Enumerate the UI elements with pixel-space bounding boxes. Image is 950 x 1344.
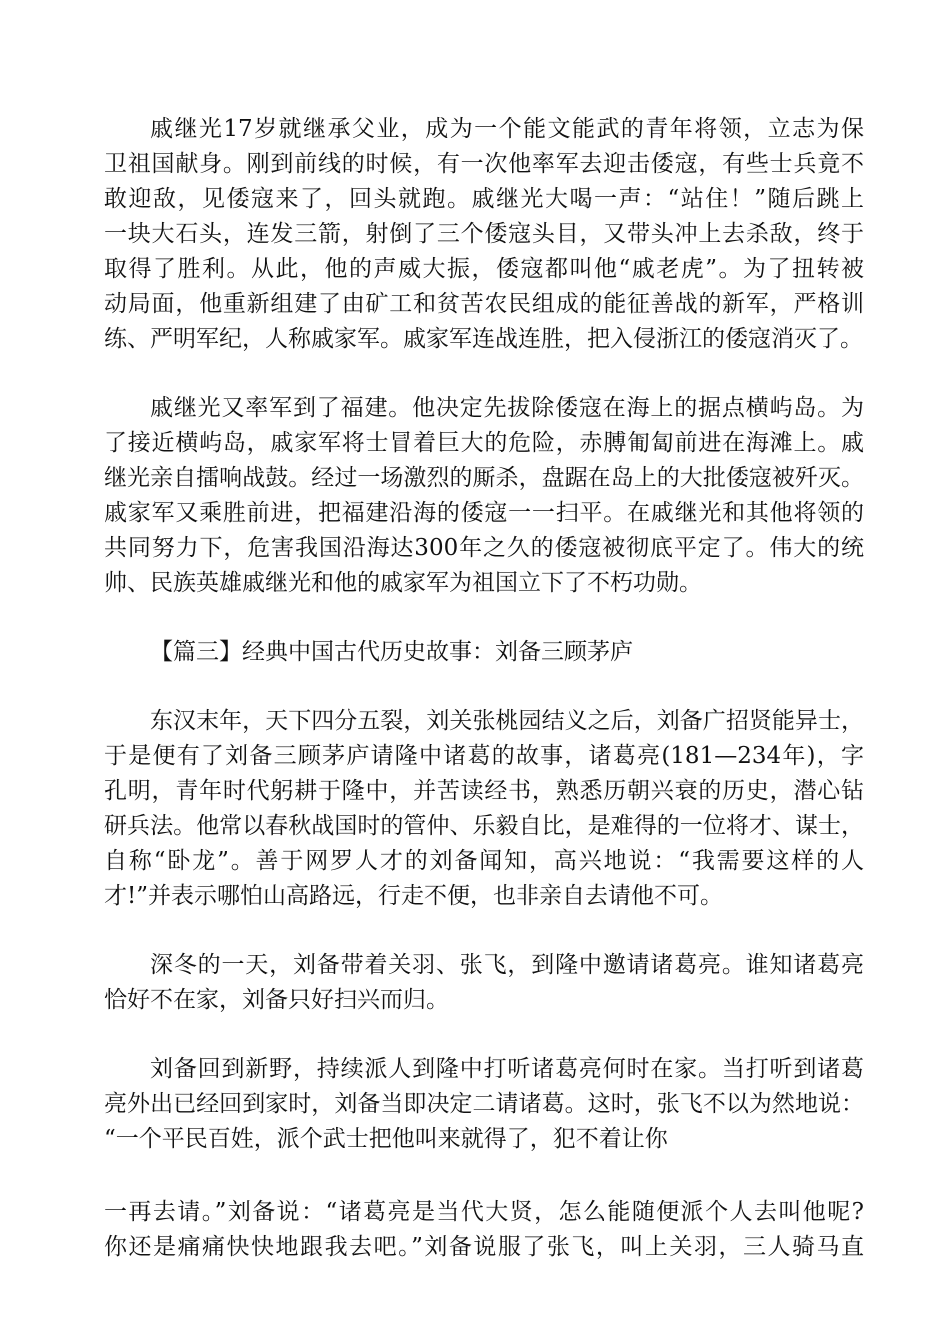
text-line: 孔明，青年时代躬耕于隆中，并苦读经书，熟悉历朝兴衰的历史，潜心钻 bbox=[104, 778, 864, 804]
text-line: 戚继光又率军到了福建。他决定先拔除倭寇在海上的据点横屿岛。为 bbox=[150, 395, 864, 421]
text-line: 共同努力下，危害我国沿海达300年之久的倭寇被彻底平定了。伟大的统 bbox=[104, 535, 864, 561]
text-line: 刘备回到新野，持续派人到隆中打听诸葛亮何时在家。当打听到诸葛 bbox=[150, 1056, 864, 1082]
text-line: 深冬的一天，刘备带着关羽、张飞，到隆中邀请诸葛亮。谁知诸葛亮 bbox=[150, 952, 864, 978]
document-page bbox=[104, 112, 864, 1265]
text-line: 一再去请。”刘备说：“诸葛亮是当代大贤，怎么能随便派个人去叫他呢? bbox=[104, 1199, 864, 1225]
paragraph-spacer bbox=[104, 601, 864, 635]
text-line: 戚继光17岁就继承父业，成为一个能文能武的青年将领，立志为保 bbox=[150, 116, 864, 142]
section-heading bbox=[104, 635, 864, 670]
paragraph-spacer bbox=[104, 1018, 864, 1052]
paragraph-spacer bbox=[104, 1157, 864, 1195]
text-line: 恰好不在家，刘备只好扫兴而归。 bbox=[104, 987, 449, 1013]
text-line: 取得了胜利。从此，他的声威大振，倭寇都叫他“戚老虎”。为了扭转被 bbox=[104, 256, 864, 282]
text-line: 继光亲自擂响战鼓。经过一场激烈的厮杀，盘踞在岛上的大批倭寇被歼灭。 bbox=[104, 465, 864, 491]
text-line: 帅、民族英雄戚继光和他的戚家军为祖国立下了不朽功勋。 bbox=[104, 570, 702, 596]
text-line: 你还是痛痛快快地跟我去吧。”刘备说服了张飞，叫上关羽，三人骑马直 bbox=[104, 1234, 864, 1260]
heading-text: 【篇三】经典中国古代历史故事：刘备三顾茅庐 bbox=[150, 639, 633, 665]
paragraph-3 bbox=[104, 704, 864, 914]
text-line: 亮外出已经回到家时，刘备当即决定二请诸葛。这时，张飞不以为然地说： bbox=[104, 1091, 864, 1117]
paragraph-5 bbox=[104, 1052, 864, 1157]
text-line: 了接近横屿岛，戚家军将士冒着巨大的危险，赤膊匍匐前进在海滩上。戚 bbox=[104, 430, 864, 456]
paragraph-spacer bbox=[104, 914, 864, 948]
paragraph-1 bbox=[104, 112, 864, 357]
text-line: 东汉末年，天下四分五裂，刘关张桃园结义之后，刘备广招贤能异士， bbox=[150, 708, 864, 734]
text-line: 自称“卧龙”。善于网罗人才的刘备闻知，高兴地说：“我需要这样的人 bbox=[104, 848, 864, 874]
paragraph-4 bbox=[104, 948, 864, 1018]
text-line: 研兵法。他常以春秋战国时的管仲、乐毅自比，是难得的一位将才、谋士， bbox=[104, 813, 864, 839]
paragraph-spacer bbox=[104, 670, 864, 704]
text-line: 卫祖国献身。刚到前线的时候，有一次他率军去迎击倭寇，有些士兵竟不 bbox=[104, 151, 864, 177]
paragraph-spacer bbox=[104, 357, 864, 391]
text-line: 戚家军又乘胜前进，把福建沿海的倭寇一一扫平。在戚继光和其他将领的 bbox=[104, 500, 864, 526]
text-line: 敢迎敌，见倭寇来了，回头就跑。戚继光大喝一声：“站住！”随后跳上 bbox=[104, 186, 864, 212]
text-line: 才!”并表示哪怕山高路远，行走不便，也非亲自去请他不可。 bbox=[104, 883, 724, 909]
paragraph-2 bbox=[104, 391, 864, 601]
text-line: 于是便有了刘备三顾茅庐请隆中诸葛的故事，诸葛亮(181—234年)，字 bbox=[104, 743, 864, 769]
text-line: 一块大石头，连发三箭，射倒了三个倭寇头目，又带头冲上去杀敌，终于 bbox=[104, 221, 864, 247]
text-line: 动局面，他重新组建了由矿工和贫苦农民组成的能征善战的新军，严格训 bbox=[104, 291, 864, 317]
text-line: 练、严明军纪，人称戚家军。戚家军连战连胜，把入侵浙江的倭寇消灭了。 bbox=[104, 326, 863, 352]
paragraph-6 bbox=[104, 1195, 864, 1265]
text-line: “一个平民百姓，派个武士把他叫来就得了，犯不着让你 bbox=[104, 1126, 668, 1152]
